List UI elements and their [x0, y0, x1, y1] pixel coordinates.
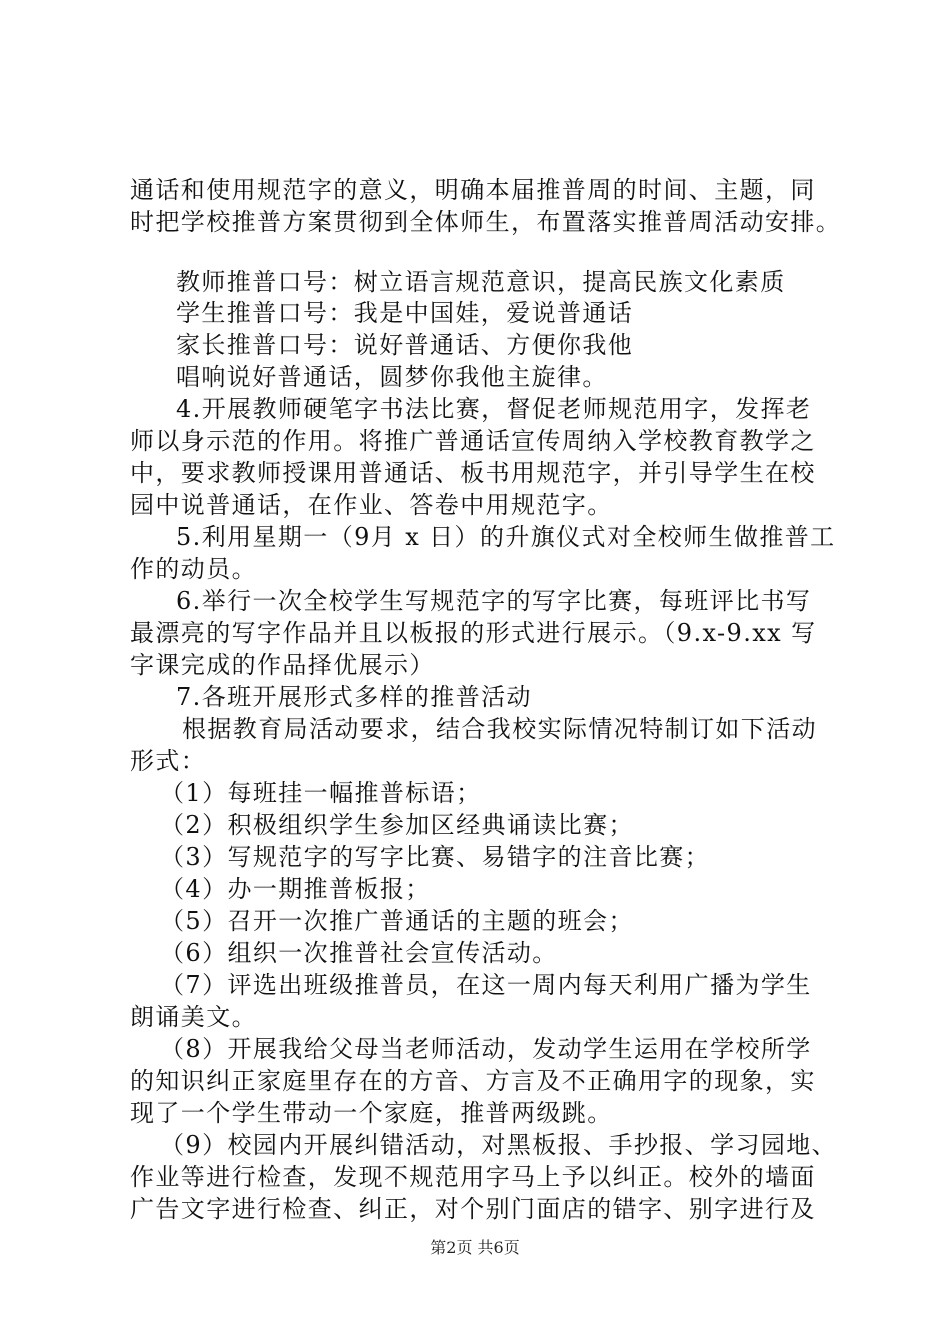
paragraph-line: 中，要求教师授课用普通话、板书用规范字，并引导学生在校	[130, 459, 816, 487]
page-footer: 第2页 共6页	[430, 1238, 520, 1257]
paragraph-line: 最漂亮的写字作品并且以板报的形式进行展示。（9.x-9.xx 写	[130, 619, 817, 647]
list-item: （1）每班挂一幅推普标语；	[160, 779, 482, 807]
paragraph-line: 的知识纠正家庭里存在的方音、方言及不正确用字的现象，实	[130, 1067, 816, 1095]
list-item: （9）校园内开展纠错活动，对黑板报、手抄报、学习园地、	[160, 1131, 838, 1159]
paragraph-line: 朗诵美文。	[130, 1003, 257, 1031]
slogan-parent: 家长推普口号：说好普通话、方便你我他	[176, 331, 634, 359]
list-item: （2）积极组织学生参加区经典诵读比赛；	[160, 811, 634, 839]
paragraph-line: 师以身示范的作用。将推广普通话宣传周纳入学校教育教学之	[130, 427, 816, 455]
list-item: （7）评选出班级推普员，在这一周内每天利用广播为学生	[160, 971, 812, 999]
slogan-teacher: 教师推普口号：树立语言规范意识，提高民族文化素质	[176, 268, 786, 296]
paragraph-line: 字课完成的作品择优展示）	[130, 651, 435, 679]
paragraph-line: 时把学校推普方案贯彻到全体师生，布置落实推普周活动安排。	[130, 208, 842, 236]
item-7-heading: 7.各班开展形式多样的推普活动	[176, 683, 532, 711]
list-item: （8）开展我给父母当老师活动，发动学生运用在学校所学	[160, 1035, 812, 1063]
paragraph-line: 现了一个学生带动一个家庭，推普两级跳。	[130, 1099, 613, 1127]
item-4-heading: 4.开展教师硬笔字书法比赛，督促老师规范用字，发挥老	[176, 395, 812, 423]
list-item: （5）召开一次推广普通话的主题的班会；	[160, 907, 634, 935]
list-item: （3）写规范字的写字比赛、易错字的注音比赛；	[160, 843, 711, 871]
paragraph-line: 通话和使用规范字的意义，明确本届推普周的时间、主题，同	[130, 176, 816, 204]
slogan-student: 学生推普口号：我是中国娃，爱说普通话	[176, 299, 634, 327]
paragraph-line: 广告文字进行检查、纠正，对个别门面店的错字、别字进行及	[130, 1195, 816, 1223]
list-item: （6）组织一次推普社会宣传活动。	[160, 939, 558, 967]
paragraph-line: 形式：	[130, 747, 207, 775]
slogan-theme: 唱响说好普通话，圆梦你我他主旋律。	[176, 363, 608, 391]
list-item: （4）办一期推普板报；	[160, 875, 431, 903]
paragraph-line: 作业等进行检查，发现不规范用字马上予以纠正。校外的墙面	[130, 1163, 816, 1191]
paragraph-line: 园中说普通话，在作业、答卷中用规范字。	[130, 491, 613, 519]
paragraph-line: 根据教育局活动要求，结合我校实际情况特制订如下活动	[182, 715, 817, 743]
item-6-heading: 6.举行一次全校学生写规范字的写字比赛，每班评比书写	[176, 587, 812, 615]
item-5-heading: 5.利用星期一（9月 x 日）的升旗仪式对全校师生做推普工	[176, 523, 836, 551]
paragraph-line: 作的动员。	[130, 555, 257, 583]
